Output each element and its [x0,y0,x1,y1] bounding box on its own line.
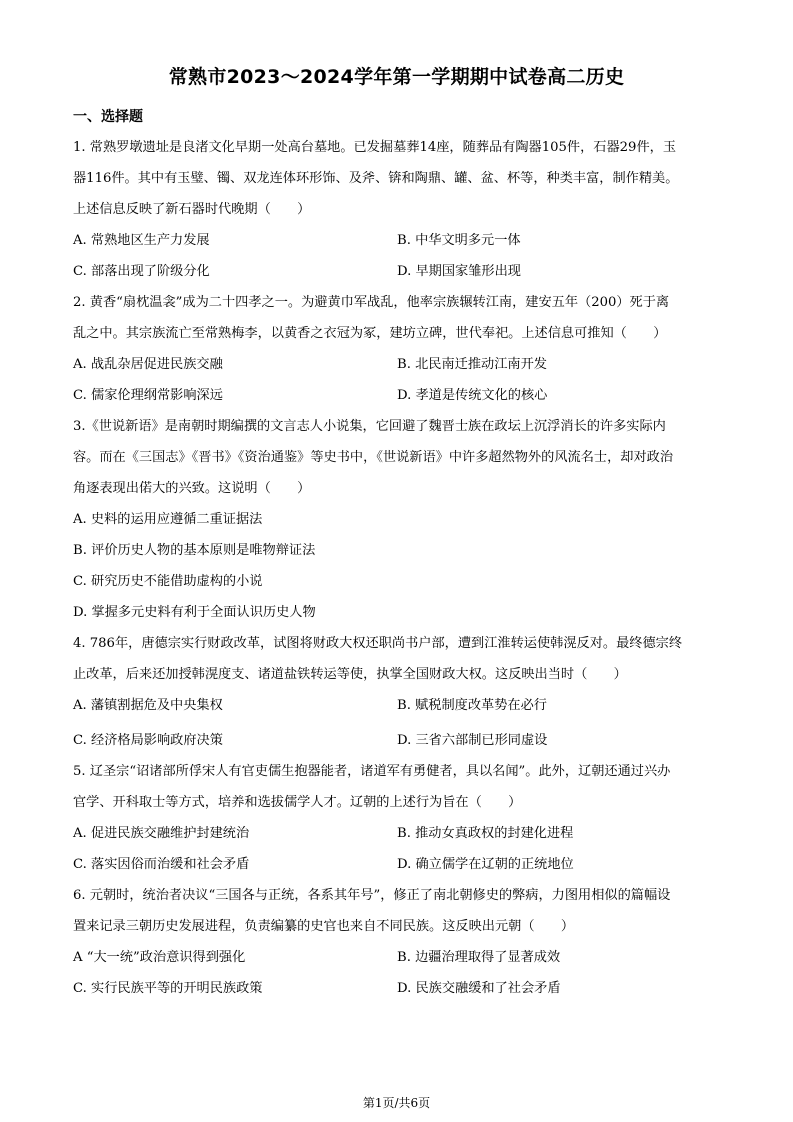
q2-option-c: C. 儒家伦理纲常影响深远 [73,388,223,403]
q2-option-a: A. 战乱杂居促进民族交融 [73,357,223,372]
q3-option-c: C. 研究历史不能借助虚构的小说 [73,574,263,589]
q5-option-a: A. 促进民族交融维护封建统治 [73,826,250,841]
q1-option-c: C. 部落出现了阶级分化 [73,264,210,279]
q6-option-a: A “大一统”政治意识得到强化 [73,950,246,965]
q5-line-2: 官学、开科取士等方式，培养和选拔儒学人才。辽朝的上述行为旨在（ ） [73,795,522,810]
q6-line-2: 置来记录三朝历史发展进程，负责编纂的史官也来自不同民族。这反映出元朝（ ） [73,919,575,934]
page-title: 常熟市2023～2024学年第一学期期中试卷高二历史 [168,66,625,88]
q4-line-1: 4. 786年，唐德宗实行财政改革，试图将财政大权还职尚书户部，遭到江淮转运使韩滉反对。最终德宗终 [73,636,683,651]
q6-option-b: B. 边疆治理取得了显著成效 [397,950,561,965]
q4-option-d: D. 三省六部制已形同虚设 [397,733,548,748]
q3-option-a: A. 史料的运用应遵循二重证据法 [73,512,263,527]
q3-line-2: 容。而在《三国志》《晋书》《资治通鉴》等史书中，《世说新语》中许多超然物外的风流名士，却对政治 [73,450,674,465]
q3-line-3: 角逐表现出偌大的兴致。这说明（ ） [73,481,311,496]
q5-line-1: 5. 辽圣宗“诏诸部所俘宋人有官吏儒生抱器能者，诸道军有勇健者，具以名闻”。此外，辽朝还通过兴办 [73,764,671,779]
q2-option-d: D. 孝道是传统文化的核心 [397,388,548,403]
q6-line-1: 6. 元朝时，统治者决议“三国各与正统，各系其年号”，修正了南北朝修史的弊病，力图用相似的篇幅设 [73,888,671,903]
q1-option-a: A. 常熟地区生产力发展 [73,233,210,248]
q1-line-3: 上述信息反映了新石器时代晚期（ ） [73,202,311,217]
q6-option-d: D. 民族交融缓和了社会矛盾 [397,981,561,996]
q6-option-c: C. 实行民族平等的开明民族政策 [73,981,263,996]
q1-line-1: 1. 常熟罗墩遗址是良渚文化早期一处高台墓地。已发掘墓葬14座，随葬品有陶器105件，石器29件，玉 [73,140,677,155]
q1-line-2: 器116件。其中有玉璧、镯、双龙连体环形饰、及斧、锛和陶鼎、罐、盆、杯等，种类丰富，制作精美。 [73,171,679,186]
q4-line-2: 止改革，后来还加授韩滉度支、诸道盐铁转运等使，执掌全国财政大权。这反映出当时（ ） [73,667,627,682]
section-heading: 一、选择题 [73,109,143,125]
page-number: 第1页/共6页 [362,1096,431,1110]
q1-option-b: B. 中华文明多元一体 [397,233,521,248]
q4-option-c: C. 经济格局影响政府决策 [73,733,223,748]
q5-option-c: C. 落实因俗而治缓和社会矛盾 [73,857,250,872]
q3-line-1: 3.《世说新语》是南朝时期编撰的文言志人小说集，它回避了魏晋士族在政坛上沉浮消长的许多实际内 [73,419,666,434]
q2-line-1: 2. 黄香“扇枕温衾”成为二十四孝之一。为避黄巾军战乱，他率宗族辗转江南，建安五年（200）死于离 [73,295,670,310]
q2-option-b: B. 北民南迁推动江南开发 [397,357,547,372]
q4-option-a: A. 藩镇割据危及中央集权 [73,698,223,713]
q5-option-b: B. 推动女真政权的封建化进程 [397,826,574,841]
q3-option-b: B. 评价历史人物的基本原则是唯物辩证法 [73,543,316,558]
q1-option-d: D. 早期国家雏形出现 [397,264,521,279]
q4-option-b: B. 赋税制度改革势在必行 [397,698,547,713]
q3-option-d: D. 掌握多元史料有利于全面认识历史人物 [73,605,316,620]
q5-option-d: D. 确立儒学在辽朝的正统地位 [397,857,574,872]
q2-line-2: 乱之中。其宗族流亡至常熟梅李，以黄香之衣冠为冢，建坊立碑，世代奉祀。上述信息可推知（ ） [73,326,667,341]
